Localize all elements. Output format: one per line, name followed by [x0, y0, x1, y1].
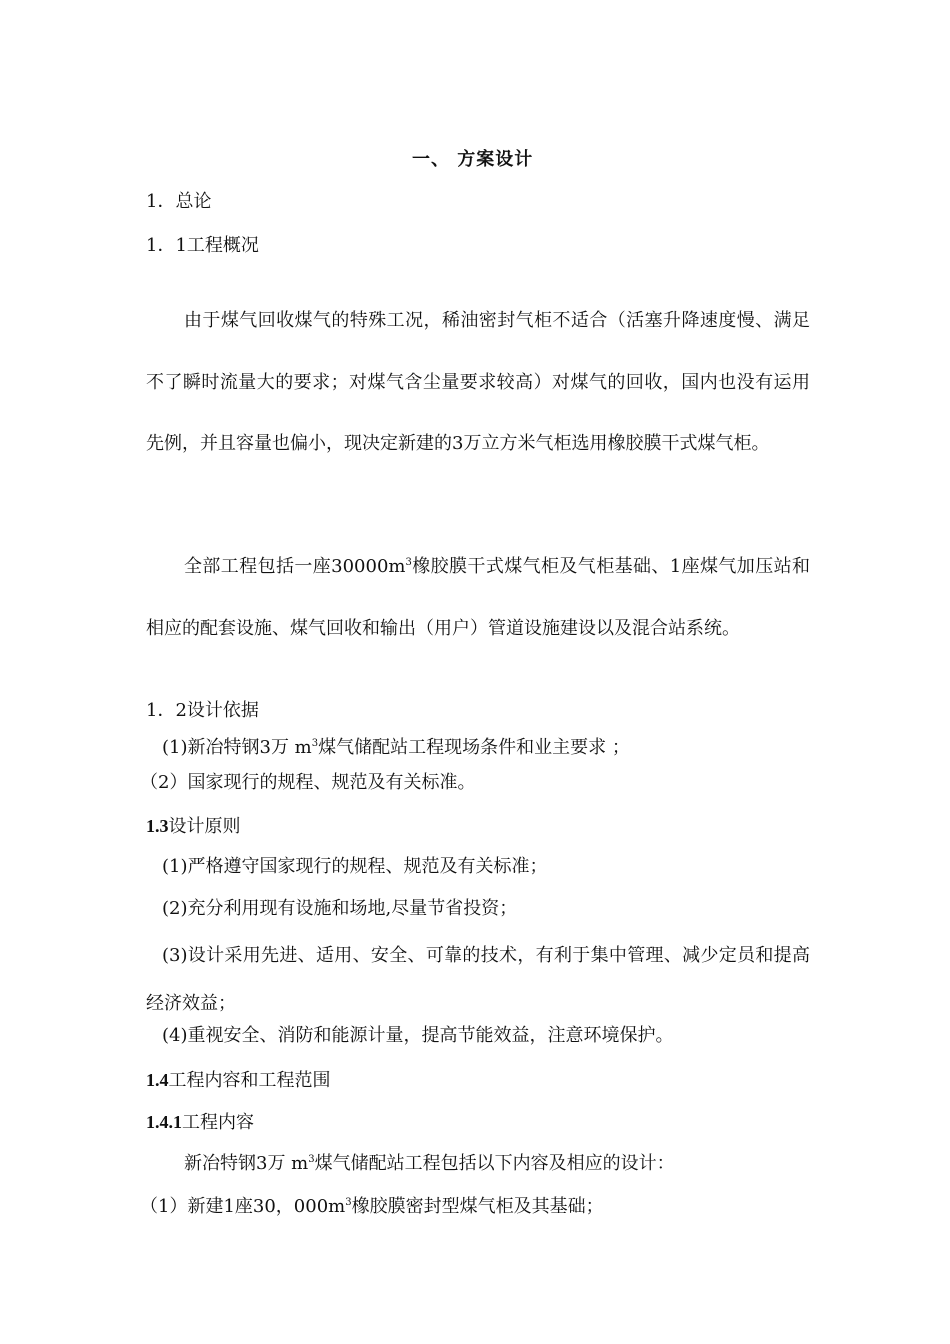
principle-item-4: (4)重视安全、消防和能源计量，提高节能效益，注意环境保护。 [162, 1025, 674, 1046]
heading-1-2: 1．2设计依据 [146, 700, 259, 721]
heading-1-1: 1．1工程概况 [146, 235, 259, 256]
section-title: 一、 方案设计 [412, 149, 534, 170]
heading-1: 1．总论 [146, 191, 212, 212]
principle-item-2: (2)充分利用现有设施和场地,尽量节省投资； [162, 898, 518, 919]
content-item-1: （1）新建1座30，$000m^3$橡胶膜密封型煤气柜及其基础； [140, 1196, 604, 1217]
principle-item-1: (1)严格遵守国家现行的规程、规范及有关标准； [162, 856, 548, 877]
heading-1-4-1: 1.4.1工程内容 [146, 1112, 254, 1133]
basis-item-1: (1)新冶特钢3万 $m^3$煤气储配站工程现场条件和业主要求 ； [162, 737, 630, 758]
paragraph-overview: 由于煤气回收煤气的特殊工况，稀油密封气柜不适合（活塞升降速度慢、满足不了瞬时流量大的要求；对煤气含尘量要求较高）对煤气的回收，国内也没有运用先例，并且容量也偏小，现决定新建的3万立方米气柜选用橡胶膜干式煤气柜。 [146, 310, 810, 454]
basis-item-2: （2）国家现行的规程、规范及有关标准。 [140, 772, 476, 793]
paragraph-scope: 全部工程包括一座$30000m^3$橡胶膜干式煤气柜及气柜基础、1座煤气加压站和相应的配套设施、煤气回收和输出（用户）管道设施建设以及混合站系统。 [146, 556, 810, 639]
heading-1-3: 1.3设计原则 [146, 816, 241, 837]
heading-1-4: 1.4工程内容和工程范围 [146, 1070, 331, 1091]
content-intro: 新冶特钢3万 $m^3$煤气储配站工程包括以下内容及相应的设计： [184, 1153, 675, 1174]
principle-item-3: (3)设计采用先进、适用、安全、可靠的技术，有利于集中管理、减少定员和提高经济效益； [146, 945, 810, 1014]
